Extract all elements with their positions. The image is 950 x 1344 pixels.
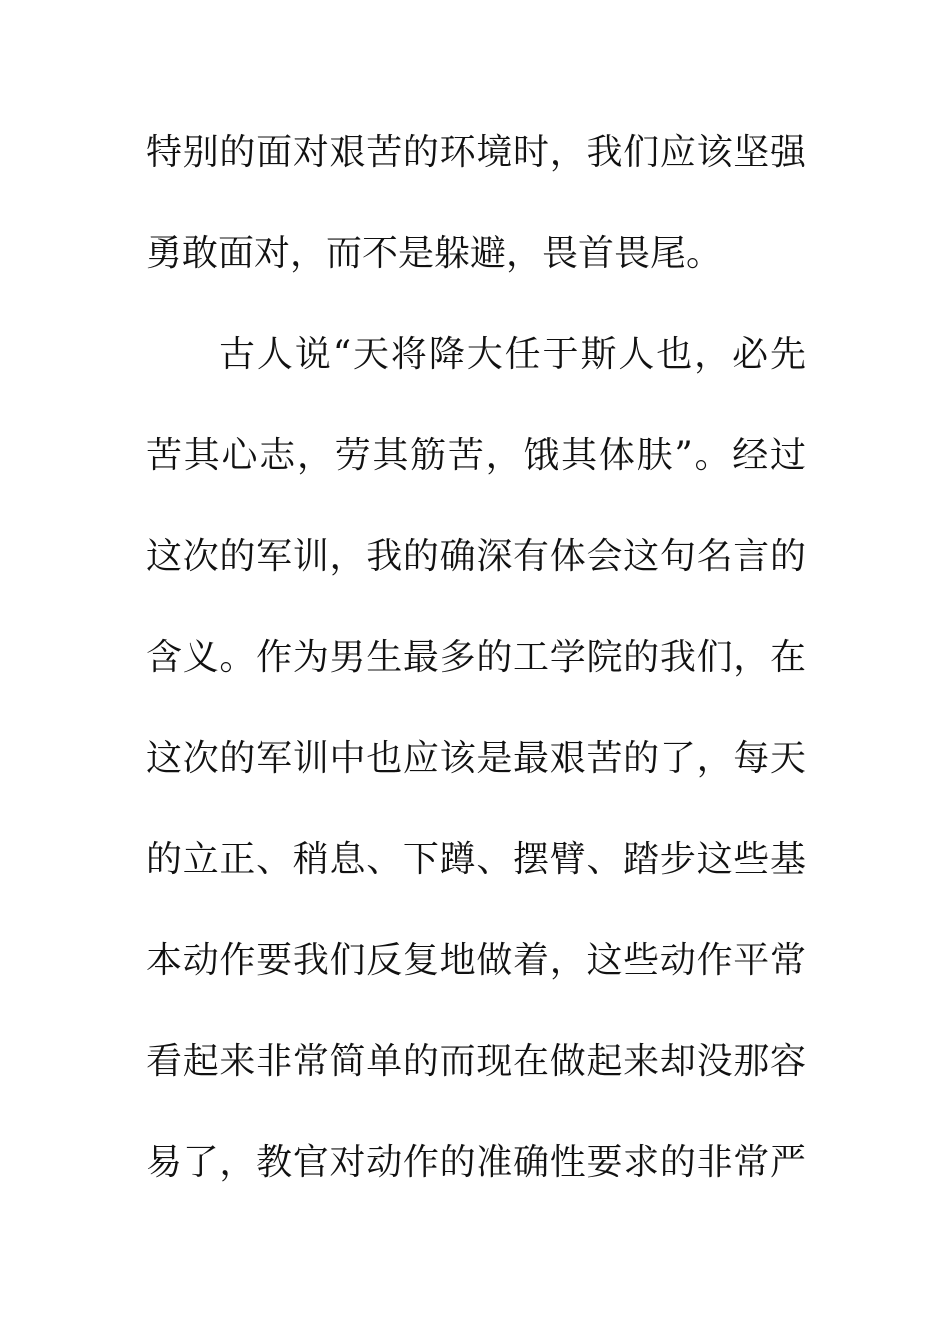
text-line-11: 易了，教官对动作的准确性要求的非常严 [146, 1142, 806, 1183]
text-line-4: 苦其心志，劳其筋苦，饿其体肤”。经过 [146, 435, 806, 476]
text-line-2: 勇敢面对，而不是躲避，畏首畏尾。 [146, 233, 723, 274]
text-line-8: 的立正、稍息、下蹲、摆臂、踏步这些基 [146, 839, 806, 880]
text-line-1: 特别的面对艰苦的环境时，我们应该坚强 [146, 132, 806, 173]
text-line-5: 这次的军训，我的确深有体会这句名言的 [146, 536, 806, 577]
text-line-3-paragraph-start: 古人说“天将降大任于斯人也，必先 [219, 334, 806, 375]
text-line-9: 本动作要我们反复地做着，这些动作平常 [146, 940, 806, 981]
text-line-10: 看起来非常简单的而现在做起来却没那容 [146, 1041, 806, 1082]
text-line-7: 这次的军训中也应该是最艰苦的了，每天 [146, 738, 806, 779]
text-line-6: 含义。作为男生最多的工学院的我们，在 [146, 637, 806, 678]
